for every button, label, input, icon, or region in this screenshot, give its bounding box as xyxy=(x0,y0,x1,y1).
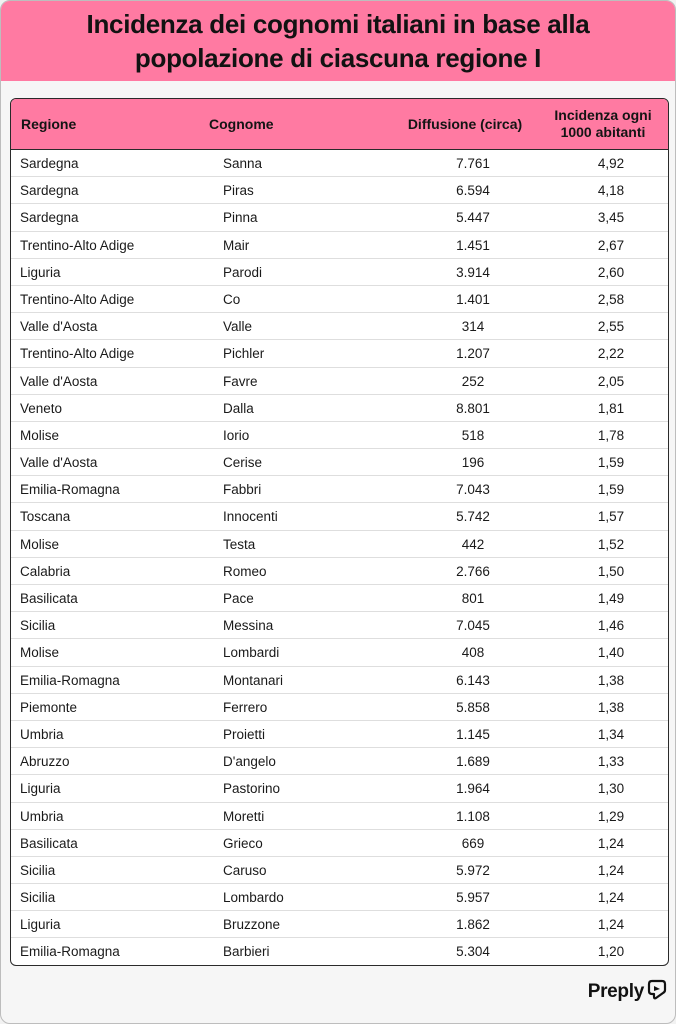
cell-surname: Parodi xyxy=(223,264,263,280)
table-row xyxy=(11,449,668,476)
title-banner xyxy=(1,1,675,81)
cell-region: Sardegna xyxy=(20,156,79,171)
table-row xyxy=(11,748,668,775)
table-row xyxy=(11,313,668,340)
cell-surname: Montanari xyxy=(223,672,284,688)
table-row xyxy=(11,857,668,884)
cell-diffusion: 5.304 xyxy=(456,944,490,960)
table-row xyxy=(11,150,668,177)
table-row xyxy=(11,503,668,530)
cell-region: Liguria xyxy=(20,917,61,933)
cell-surname: Sanna xyxy=(223,156,263,171)
table-row xyxy=(11,911,668,938)
cell-region: Umbria xyxy=(20,808,64,824)
cell-incidence: 1,34 xyxy=(597,726,625,742)
table-row xyxy=(11,476,668,503)
cell-surname: Pichler xyxy=(223,346,265,362)
cell-diffusion: 2.766 xyxy=(456,563,490,579)
cell-surname: Ferrero xyxy=(223,699,268,715)
cell-incidence: 1,29 xyxy=(597,808,625,824)
cell-region: Emilia-Romagna xyxy=(20,482,120,498)
cell-diffusion: 1.862 xyxy=(456,917,490,933)
cell-incidence: 1,38 xyxy=(597,672,625,688)
cell-incidence: 1,30 xyxy=(597,781,625,797)
cell-incidence: 2,05 xyxy=(597,373,625,389)
cell-incidence: 2,67 xyxy=(597,237,625,253)
cell-region: Valle d'Aosta xyxy=(20,373,98,389)
cell-surname: Dalla xyxy=(223,400,254,416)
cell-region: Sardegna xyxy=(20,183,79,199)
cell-region: Sicilia xyxy=(20,890,56,906)
brand-logo xyxy=(588,979,667,1005)
cell-surname: Fabbri xyxy=(223,482,262,498)
cell-incidence: 4,92 xyxy=(597,156,625,171)
cell-incidence: 2,60 xyxy=(597,264,625,280)
cell-surname: Lombardi xyxy=(223,645,280,661)
table-row xyxy=(11,177,668,204)
cell-incidence: 1,78 xyxy=(597,427,625,443)
cell-diffusion: 7.761 xyxy=(456,156,490,171)
cell-diffusion: 1.451 xyxy=(456,237,490,253)
cell-incidence: 4,18 xyxy=(597,183,625,199)
table-body xyxy=(11,150,668,966)
cell-surname: Iorio xyxy=(223,427,250,443)
cell-diffusion: 5.972 xyxy=(456,862,490,878)
table-row xyxy=(11,667,668,694)
cell-surname: Caruso xyxy=(223,862,267,878)
cell-surname: Barbieri xyxy=(223,944,270,960)
cell-region: Trentino-Alto Adige xyxy=(20,291,135,307)
cell-diffusion: 5.957 xyxy=(456,890,490,906)
cell-incidence: 2,55 xyxy=(597,319,625,335)
cell-incidence: 1,50 xyxy=(597,563,625,579)
cell-region: Calabria xyxy=(20,563,71,579)
cell-region: Molise xyxy=(20,536,60,552)
cell-incidence: 1,38 xyxy=(597,699,625,715)
cell-region: Valle d'Aosta xyxy=(20,319,98,335)
table-row xyxy=(11,612,668,639)
table-row xyxy=(11,395,668,422)
cell-region: Sardegna xyxy=(20,210,79,226)
cell-region: Molise xyxy=(20,427,60,443)
cell-surname: Pastorino xyxy=(223,781,281,797)
table-row xyxy=(11,775,668,802)
cell-region: Molise xyxy=(20,645,60,661)
cell-surname: Co xyxy=(223,291,241,307)
cell-diffusion: 1.145 xyxy=(456,726,490,742)
cell-surname: Lombardo xyxy=(223,890,284,906)
table-row xyxy=(11,721,668,748)
cell-region: Emilia-Romagna xyxy=(20,944,120,960)
table-row xyxy=(11,368,668,395)
cell-incidence: 1,52 xyxy=(597,536,625,552)
surname-table xyxy=(10,98,669,966)
header-surname: Cognome xyxy=(209,116,274,132)
cell-surname: Mair xyxy=(223,237,250,253)
cell-surname: Innocenti xyxy=(223,509,278,525)
cell-incidence: 1,20 xyxy=(597,944,625,960)
table-row xyxy=(11,803,668,830)
cell-incidence: 1,33 xyxy=(597,754,625,770)
cell-diffusion: 801 xyxy=(461,591,485,606)
table-row xyxy=(11,694,668,721)
cell-region: Basilicata xyxy=(20,591,78,606)
cell-incidence: 1,46 xyxy=(597,618,625,634)
cell-surname: Moretti xyxy=(223,808,265,824)
cell-incidence: 1,57 xyxy=(597,509,625,525)
cell-region: Abruzzo xyxy=(20,754,70,770)
header-diffusion: Diffusione (circa) xyxy=(407,116,523,132)
preply-heart-icon xyxy=(647,979,667,1006)
cell-incidence: 1,24 xyxy=(597,835,625,851)
cell-diffusion: 669 xyxy=(461,835,485,851)
table-row xyxy=(11,884,668,911)
cell-diffusion: 6.594 xyxy=(456,183,490,199)
cell-diffusion: 3.914 xyxy=(456,264,490,280)
cell-incidence: 2,22 xyxy=(597,346,625,362)
cell-diffusion: 252 xyxy=(461,373,485,389)
cell-incidence: 2,58 xyxy=(597,291,625,307)
cell-diffusion: 518 xyxy=(461,427,485,443)
cell-surname: Proietti xyxy=(223,726,266,742)
cell-surname: Piras xyxy=(223,183,254,199)
table-row xyxy=(11,232,668,259)
cell-incidence: 1,24 xyxy=(597,917,625,933)
cell-region: Valle d'Aosta xyxy=(20,455,98,471)
cell-incidence: 1,24 xyxy=(597,862,625,878)
cell-surname: Romeo xyxy=(223,563,267,579)
table-row xyxy=(11,531,668,558)
cell-region: Emilia-Romagna xyxy=(20,672,120,688)
cell-incidence: 1,49 xyxy=(597,591,625,606)
cell-diffusion: 5.447 xyxy=(456,210,490,226)
header-region: Regione xyxy=(21,116,77,132)
cell-diffusion: 1.401 xyxy=(456,291,490,307)
cell-region: Umbria xyxy=(20,726,64,742)
cell-incidence: 1,24 xyxy=(597,890,625,906)
cell-region: Veneto xyxy=(20,400,63,416)
cell-region: Trentino-Alto Adige xyxy=(20,346,135,362)
cell-diffusion: 1.207 xyxy=(456,346,490,362)
cell-diffusion: 408 xyxy=(461,645,485,661)
cell-surname: Pace xyxy=(223,591,254,606)
cell-surname: Pinna xyxy=(223,210,258,226)
cell-surname: Cerise xyxy=(223,455,263,471)
cell-diffusion: 442 xyxy=(461,536,485,552)
table-row xyxy=(11,558,668,585)
page-title: Incidenza dei cognomi italiani in base alla popolazione di ciascuna regione I xyxy=(86,9,590,73)
cell-diffusion: 7.043 xyxy=(456,482,490,498)
cell-region: Piemonte xyxy=(20,699,78,715)
cell-region: Liguria xyxy=(20,264,61,280)
table-row xyxy=(11,938,668,965)
table-row xyxy=(11,639,668,666)
cell-region: Basilicata xyxy=(20,835,78,851)
cell-incidence: 1,59 xyxy=(597,455,625,471)
cell-diffusion: 8.801 xyxy=(456,400,490,416)
cell-incidence: 1,59 xyxy=(597,482,625,498)
header-incidence: Incidenza ogni 1000 abitanti xyxy=(554,107,652,140)
table-row xyxy=(11,585,668,612)
table-row xyxy=(11,286,668,313)
brand-name: Preply xyxy=(587,981,644,1002)
cell-diffusion: 1.108 xyxy=(456,808,490,824)
table-row xyxy=(11,259,668,286)
cell-surname: Messina xyxy=(223,618,274,634)
cell-diffusion: 196 xyxy=(461,455,485,471)
cell-diffusion: 5.858 xyxy=(456,699,490,715)
cell-diffusion: 7.045 xyxy=(456,618,490,634)
cell-diffusion: 6.143 xyxy=(456,672,490,688)
table-header xyxy=(11,99,668,150)
cell-region: Toscana xyxy=(20,509,71,525)
cell-diffusion: 314 xyxy=(461,319,485,335)
cell-surname: D'angelo xyxy=(223,754,276,770)
cell-region: Liguria xyxy=(20,781,61,797)
cell-surname: Bruzzone xyxy=(223,917,281,933)
cell-surname: Favre xyxy=(223,373,258,389)
cell-surname: Grieco xyxy=(223,835,263,851)
cell-diffusion: 1.689 xyxy=(456,754,490,770)
table-row xyxy=(11,422,668,449)
cell-incidence: 3,45 xyxy=(597,210,625,226)
cell-region: Sicilia xyxy=(20,618,56,634)
cell-surname: Testa xyxy=(223,536,256,552)
cell-surname: Valle xyxy=(223,319,253,335)
cell-diffusion: 5.742 xyxy=(456,509,490,525)
cell-incidence: 1,81 xyxy=(597,400,625,416)
cell-region: Sicilia xyxy=(20,862,56,878)
table-row xyxy=(11,830,668,857)
cell-diffusion: 1.964 xyxy=(456,781,490,797)
table-row xyxy=(11,340,668,367)
cell-incidence: 1,40 xyxy=(597,645,625,661)
table-row xyxy=(11,204,668,231)
cell-region: Trentino-Alto Adige xyxy=(20,237,135,253)
